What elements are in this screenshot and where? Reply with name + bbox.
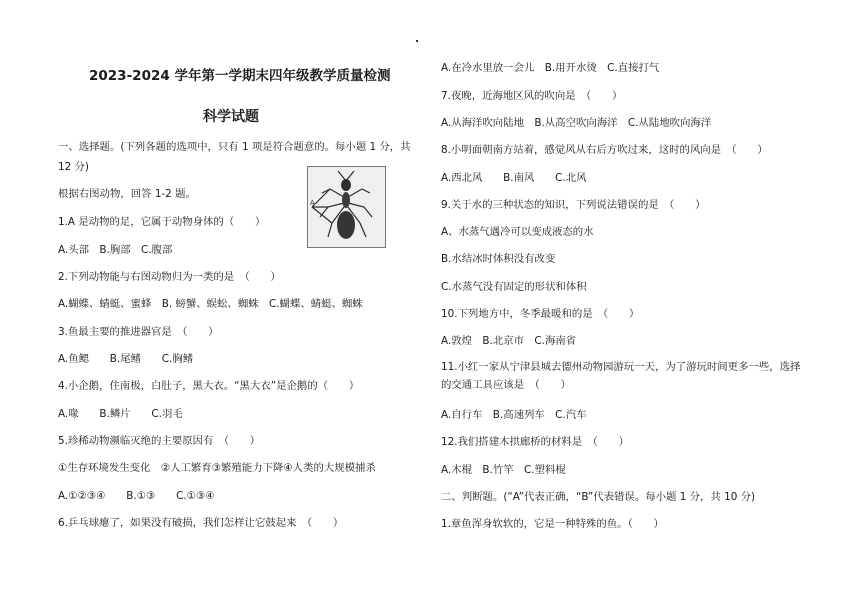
q5: 5.珍稀动物濒临灭绝的主要原因有 （ ） xyxy=(58,435,261,447)
q9-option-a: A、水蒸气遇冷可以变成液态的水 xyxy=(441,226,594,238)
q5-options: A.①②③④ B.①③ C.①③④ xyxy=(58,490,215,502)
q1-options: A.头部 B.胸部 C.腹部 xyxy=(58,244,173,256)
question-intro: 根据右图动物，回答 1-2 题。 xyxy=(58,188,196,200)
ant-image xyxy=(307,166,386,248)
section2-heading: 二、判断题。(“A”代表正确，“B”代表错误。每小题 1 分，共 10 分) xyxy=(441,491,756,503)
section1-heading-cont: 12 分) xyxy=(58,161,89,173)
q2-options: A.蝴蝶、蜻蜓、蜜蜂 B. 螃蟹、蜈蚣、蜘蛛 C.蝴蝶、蜻蜓、蜘蛛 xyxy=(58,298,363,310)
q6: 6.乒乓球瘪了，如果没有破损，我们怎样让它鼓起来 （ ） xyxy=(58,517,344,529)
q8-options: A.西北风 B.南风 C.北风 xyxy=(441,172,587,184)
section1-heading: 一、选择题。(下列各题的选项中，只有 1 项是符合题意的。每小题 1 分，共 xyxy=(58,141,411,153)
judge-q1: 1.章鱼浑身软软的，它是一种特殊的鱼。（ ） xyxy=(441,518,664,530)
q5-items: ①生存环境发生变化 ②人工繁育③繁殖能力下降④人类的大规模捕杀 xyxy=(58,462,376,474)
q9: 9.关于水的三种状态的知识，下列说法错误的是 （ ） xyxy=(441,199,706,211)
q9-option-b: B.水结冰时体积没有改变 xyxy=(441,253,556,265)
page-dot xyxy=(416,40,418,42)
q3: 3.鱼最主要的推进器官是 （ ） xyxy=(58,326,219,338)
q11: 11.小红一家从宁津县城去德州动物园游玩一天，为了游玩时间更多一些，选择的交通工具应该是 （ ） xyxy=(441,361,801,391)
q11-options: A.自行车 B.高速列车 C.汽车 xyxy=(441,409,587,421)
q7-options: A.从海洋吹向陆地 B.从高空吹向海洋 C.从陆地吹向海洋 xyxy=(441,117,712,129)
q4-options: A.喙 B.鳞片 C.羽毛 xyxy=(58,408,183,420)
q8: 8.小明面朝南方站着，感觉风从右后方吹过来，这时的风向是 （ ） xyxy=(441,144,768,156)
q6-options: A.在冷水里放一会儿 B.用开水烫 C.直接打气 xyxy=(441,62,660,74)
q1: 1.A 是动物的足，它属于动物身体的（ ） xyxy=(58,216,266,228)
q10: 10.下列地方中，冬季最暖和的是 （ ） xyxy=(441,308,640,320)
q4: 4.小企鹅，住南极，白肚子，黑大衣。“黑大衣”是企鹅的（ ） xyxy=(58,380,360,392)
q9-option-c: C.水蒸气没有固定的形状和体积 xyxy=(441,281,587,293)
q10-options: A.敦煌 B.北京市 C.海南省 xyxy=(441,335,577,347)
q3-options: A.鱼鳃 B.尾鳍 C.胸鳍 xyxy=(58,353,194,365)
q12-options: A.木棍 B.竹竿 C.塑料棍 xyxy=(441,464,566,476)
q12: 12.我们搭建木拱廊桥的材料是 （ ） xyxy=(441,436,629,448)
q2: 2.下列动物能与右图动物归为一类的是 （ ） xyxy=(58,271,281,283)
exam-title: 2023-2024 学年第一学期末四年级教学质量检测 xyxy=(89,68,391,84)
exam-subtitle: 科学试题 xyxy=(203,109,259,125)
figure-label-a: A xyxy=(310,200,315,207)
ant-illustration xyxy=(308,167,385,247)
q7: 7.夜晚，近海地区风的吹向是 （ ） xyxy=(441,90,623,102)
